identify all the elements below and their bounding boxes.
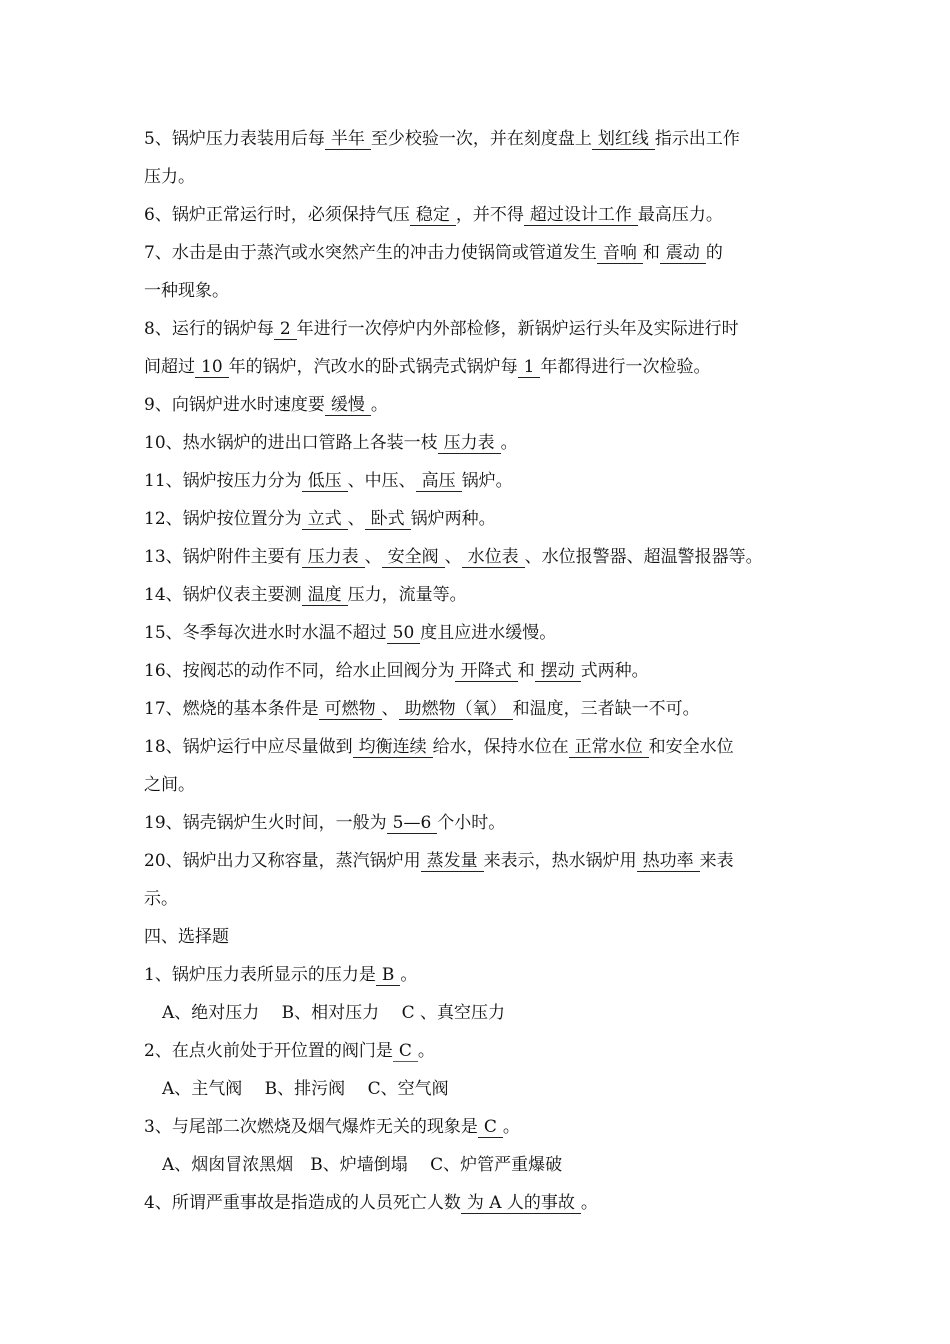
question-text: 年进行一次停炉内外部检修，新锅炉运行头年及实际进行时 (296, 319, 739, 339)
question-text: 和安全水位 (648, 737, 734, 757)
question-text: 至少校验一次，并在刻度盘上 (370, 129, 592, 149)
text-line (144, 622, 814, 644)
filled-answer: 半年 (325, 129, 371, 150)
filled-answer: 卧式 (365, 509, 411, 530)
question-text: 给水，保持水位在 (432, 737, 569, 757)
filled-answer: 划红线 (592, 129, 655, 150)
question-text: 个小时。 (437, 813, 506, 833)
question-text: 锅炉两种。 (410, 509, 496, 529)
question-text: 和 (517, 661, 535, 681)
text-line (144, 698, 814, 720)
question-text: 13、锅炉附件主要有 (144, 547, 302, 567)
text-line (144, 546, 814, 568)
question-text: 10、热水锅炉的进出口管路上各装一枝 (144, 433, 438, 453)
question-text: 19、锅壳锅炉生火时间，一般为 (144, 813, 387, 833)
filled-answer: 水位表 (462, 547, 525, 568)
question-text: 最高压力。 (637, 205, 723, 225)
text-line (144, 356, 814, 378)
filled-answer: 立式 (302, 509, 348, 530)
question-text: 。 (580, 1193, 598, 1213)
question-text: 、 (347, 509, 365, 529)
question-text: 6、锅炉正常运行时，必须保持气压 (144, 205, 410, 225)
text-line (144, 812, 814, 834)
filled-answer: 为 A 人的事故 (461, 1193, 581, 1214)
filled-answer: 稳定 (410, 205, 456, 226)
question-text: 4、所谓严重事故是指造成的人员死亡人数 (144, 1193, 461, 1213)
question-text: 20、锅炉出力又称容量，蒸汽锅炉用 (144, 851, 421, 871)
filled-answer: 正常水位 (569, 737, 649, 758)
filled-answer: 可燃物 (319, 699, 382, 720)
text-line (144, 888, 814, 910)
question-text: 四、选择题 (144, 927, 229, 947)
question-text: 。 (370, 395, 388, 415)
question-text: 一种现象。 (144, 281, 229, 301)
question-text: 9、向锅炉进水时速度要 (144, 395, 325, 415)
text-line (144, 660, 814, 682)
question-text: 17、燃烧的基本条件是 (144, 699, 319, 719)
text-line (144, 584, 814, 606)
text-line (144, 394, 814, 416)
filled-answer: B (376, 965, 401, 986)
question-text: 2、在点火前处于开位置的阀门是 (144, 1041, 393, 1061)
question-text: 18、锅炉运行中应尽量做到 (144, 737, 353, 757)
question-text: 压力，流量等。 (347, 585, 467, 605)
filled-answer: 超过设计工作 (524, 205, 638, 226)
question-text: 。 (500, 433, 518, 453)
filled-answer: 缓慢 (325, 395, 371, 416)
question-text: 年的锅炉，汽改水的卧式锅壳式锅炉每 (228, 357, 518, 377)
question-text: 锅炉。 (461, 471, 513, 491)
filled-answer: 震动 (660, 243, 706, 264)
filled-answer: 温度 (302, 585, 348, 606)
text-line (144, 204, 814, 226)
question-text: 、 (364, 547, 382, 567)
text-line (144, 242, 814, 264)
question-text: 来表 (699, 851, 734, 871)
question-text: 来表示，热水锅炉用 (483, 851, 637, 871)
question-text: 。 (417, 1041, 435, 1061)
text-line (144, 850, 814, 872)
question-text: 、水位报警器、超温警报器等。 (524, 547, 763, 567)
filled-answer: 音响 (597, 243, 643, 264)
option-line (162, 1078, 832, 1100)
question-text: A、主气阀 B、排污阀 C、空气阀 (162, 1079, 449, 1099)
text-line (144, 128, 814, 150)
filled-answer: 低压 (302, 471, 348, 492)
text-line (144, 318, 814, 340)
question-text: 示。 (144, 889, 178, 909)
text-line (144, 470, 814, 492)
question-text: A、绝对压力 B、相对压力 C 、真空压力 (162, 1003, 505, 1023)
filled-answer: 热功率 (637, 851, 700, 872)
question-text: 16、按阀芯的动作不同，给水止回阀分为 (144, 661, 455, 681)
text-line (144, 1040, 814, 1062)
question-text: 、 (444, 547, 462, 567)
question-text: 12、锅炉按位置分为 (144, 509, 302, 529)
filled-answer: C (393, 1041, 418, 1062)
text-line (144, 1192, 814, 1214)
filled-answer: 蒸发量 (421, 851, 484, 872)
filled-answer: 助燃物（氧） (399, 699, 513, 720)
filled-answer: 2 (274, 319, 297, 340)
filled-answer: 压力表 (302, 547, 365, 568)
text-line (144, 774, 814, 796)
text-line (144, 508, 814, 530)
option-line (162, 1002, 832, 1024)
filled-answer: 摆动 (535, 661, 581, 682)
question-text: 压力。 (144, 167, 195, 187)
filled-answer: 高压 (416, 471, 462, 492)
filled-answer: C (478, 1117, 503, 1138)
question-text: 和 (642, 243, 660, 263)
text-line (144, 964, 814, 986)
text-line (144, 736, 814, 758)
filled-answer: 50 (387, 623, 421, 644)
option-line (162, 1154, 832, 1176)
question-text: 年都得进行一次检验。 (540, 357, 711, 377)
question-text: 度且应进水缓慢。 (420, 623, 557, 643)
question-text: 5、锅炉压力表装用后每 (144, 129, 325, 149)
question-text: 。 (502, 1117, 520, 1137)
filled-answer: 10 (195, 357, 229, 378)
question-text: 和温度，三者缺一不可。 (512, 699, 700, 719)
question-text: 。 (400, 965, 418, 985)
filled-answer: 开降式 (455, 661, 518, 682)
question-text: 、中压、 (347, 471, 416, 491)
question-text: ，并不得 (455, 205, 524, 225)
question-text: 之间。 (144, 775, 195, 795)
question-text: 3、与尾部二次燃烧及烟气爆炸无关的现象是 (144, 1117, 478, 1137)
text-line (144, 432, 814, 454)
text-line (144, 166, 814, 188)
question-text: 指示出工作 (654, 129, 740, 149)
question-text: 式两种。 (580, 661, 649, 681)
question-text: 8、运行的锅炉每 (144, 319, 274, 339)
question-text: A、烟囱冒浓黑烟 B、炉墙倒塌 C、炉管严重爆破 (162, 1155, 563, 1175)
question-text: 7、水击是由于蒸汽或水突然产生的冲击力使锅筒或管道发生 (144, 243, 597, 263)
question-text: 15、冬季每次进水时水温不超过 (144, 623, 387, 643)
text-line (144, 926, 814, 948)
question-text: 1、锅炉压力表所显示的压力是 (144, 965, 376, 985)
filled-answer: 5—6 (387, 813, 438, 834)
text-line (144, 1116, 814, 1138)
question-text: 间超过 (144, 357, 195, 377)
filled-answer: 安全阀 (382, 547, 445, 568)
filled-answer: 压力表 (438, 433, 501, 454)
text-line (144, 280, 814, 302)
question-text: 14、锅炉仪表主要测 (144, 585, 302, 605)
question-text: 、 (381, 699, 399, 719)
question-text: 11、锅炉按压力分为 (144, 471, 302, 491)
question-text: 的 (705, 243, 723, 263)
filled-answer: 1 (518, 357, 541, 378)
filled-answer: 均衡连续 (353, 737, 433, 758)
